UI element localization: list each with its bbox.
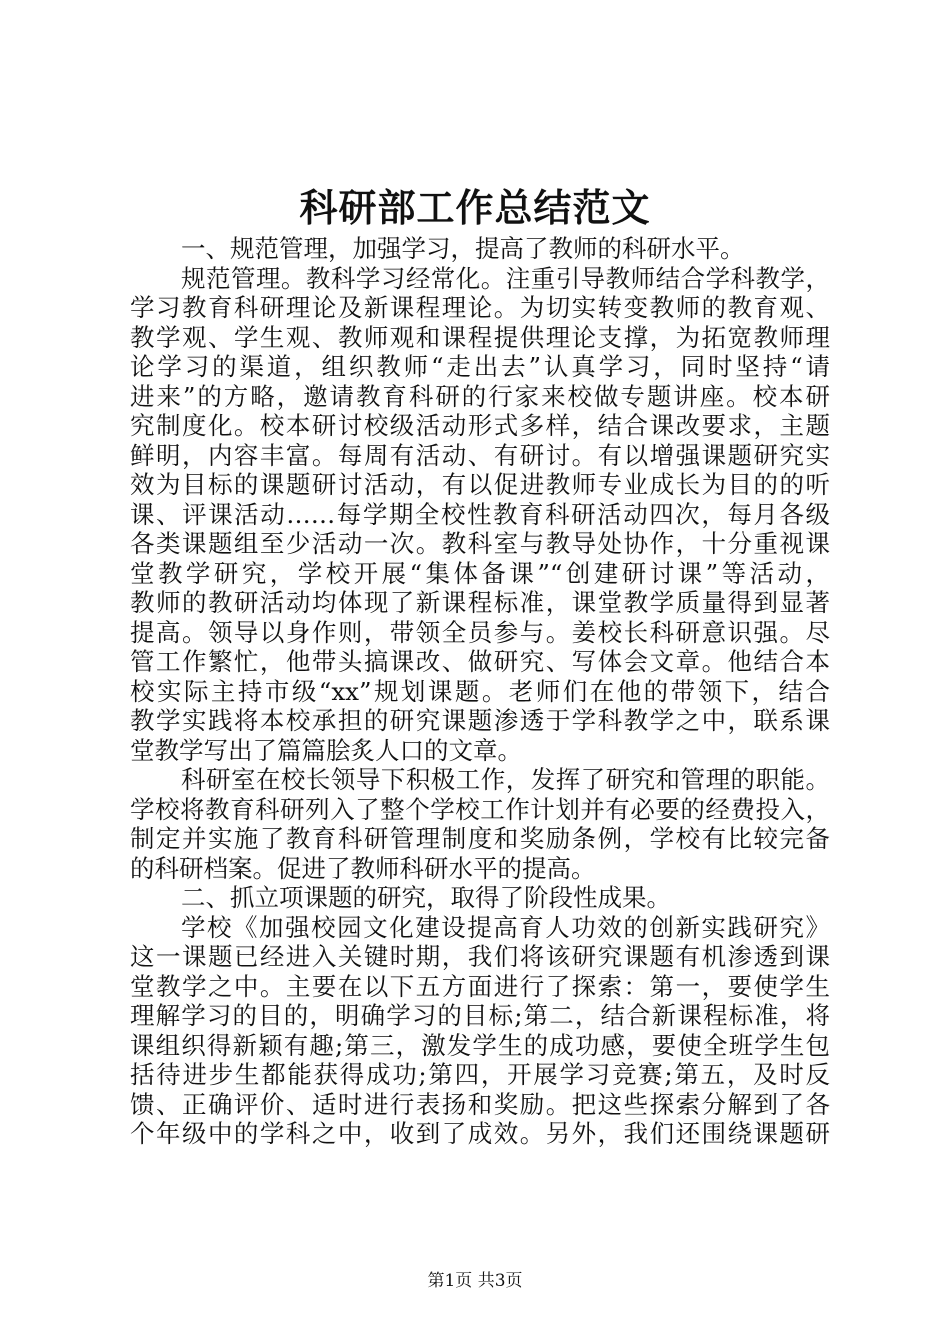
- body-text-line: 堂教学写出了篇篇脍炙人口的文章。: [130, 735, 522, 765]
- body-text-line: 学校将教育科研列入了整个学校工作计划并有必要的经费投入，: [130, 794, 830, 824]
- body-text-line: 个年级中的学科之中，收到了成效。另外，我们还围绕课题研: [130, 1119, 830, 1148]
- body-text-line: 鲜明，内容丰富。每周有活动、有研讨。有以增强课题研究实: [130, 440, 830, 470]
- body-text-line: 究制度化。校本研讨校级活动形式多样，结合课改要求，主题: [130, 411, 830, 440]
- body-text-line: 提高。领导以身作则，带领全员参与。姜校长科研意识强。尽: [130, 617, 830, 647]
- body-text-line: 堂教学研究，学校开展“集体备课”“创建研讨课”等活动，: [130, 558, 830, 588]
- body-text-line: 效为目标的课题研讨活动，有以促进教师专业成长为目的的听: [130, 470, 830, 499]
- body-text-line: 校实际主持市级“xx”规划课题。老师们在他的带领下，结合: [130, 676, 830, 706]
- page-footer: 第1页 共3页: [427, 1271, 523, 1291]
- body-text-line: 规范管理。教科学习经常化。注重引导教师结合学科教学，: [181, 263, 830, 293]
- body-text-line: 这一课题已经进入关键时期，我们将该研究课题有机渗透到课: [130, 942, 830, 971]
- document-body: [130, 234, 830, 1149]
- body-text-line: 进来”的方略，邀请教育科研的行家来校做专题讲座。校本研: [130, 381, 830, 411]
- body-text-line: 课组织得新颖有趣;第三，激发学生的成功感，要使全班学生包: [130, 1030, 830, 1060]
- body-text-line: 教学实践将本校承担的研究课题渗透于学科教学之中，联系课: [130, 706, 830, 735]
- body-text-line: 理解学习的目的，明确学习的目标;第二，结合新课程标准，将: [130, 1001, 830, 1030]
- body-text-line: 课、评课活动……每学期全校性教育科研活动四次，每月各级: [130, 499, 830, 529]
- body-text-line: 二、抓立项课题的研究，取得了阶段性成果。: [181, 883, 671, 912]
- body-text-line: 科研室在校长领导下积极工作，发挥了研究和管理的职能。: [181, 765, 830, 794]
- body-text-line: 馈、正确评价、适时进行表扬和奖励。把这些探索分解到了各: [130, 1089, 830, 1119]
- body-text-line: 学校《加强校园文化建设提高育人功效的创新实践研究》: [181, 912, 830, 942]
- body-text-line: 括待进步生都能获得成功;第四，开展学习竞赛;第五，及时反: [130, 1060, 830, 1089]
- body-text-line: 论学习的渠道，组织教师“走出去”认真学习，同时坚持“请: [130, 352, 830, 381]
- body-text-line: 一、规范管理，加强学习，提高了教师的科研水平。: [181, 234, 745, 263]
- document-title: 科研部工作总结范文: [299, 185, 651, 230]
- body-text-line: 制定并实施了教育科研管理制度和奖励条例，学校有比较完备: [130, 824, 830, 853]
- body-text-line: 各类课题组至少活动一次。教科室与教导处协作，十分重视课: [130, 529, 830, 558]
- body-text-line: 的科研档案。促进了教师科研水平的提高。: [130, 853, 596, 883]
- body-text-line: 教师的教研活动均体现了新课程标准，课堂教学质量得到显著: [130, 588, 830, 617]
- body-text-line: 管工作繁忙，他带头搞课改、做研究、写体会文章。他结合本: [130, 647, 830, 676]
- body-text-line: 堂教学之中。主要在以下五方面进行了探索：第一，要使学生: [130, 971, 830, 1001]
- body-text-line: 学习教育科研理论及新课程理论。为切实转变教师的教育观、: [130, 293, 830, 322]
- body-text-line: 教学观、学生观、教师观和课程提供理论支撑，为拓宽教师理: [130, 322, 830, 352]
